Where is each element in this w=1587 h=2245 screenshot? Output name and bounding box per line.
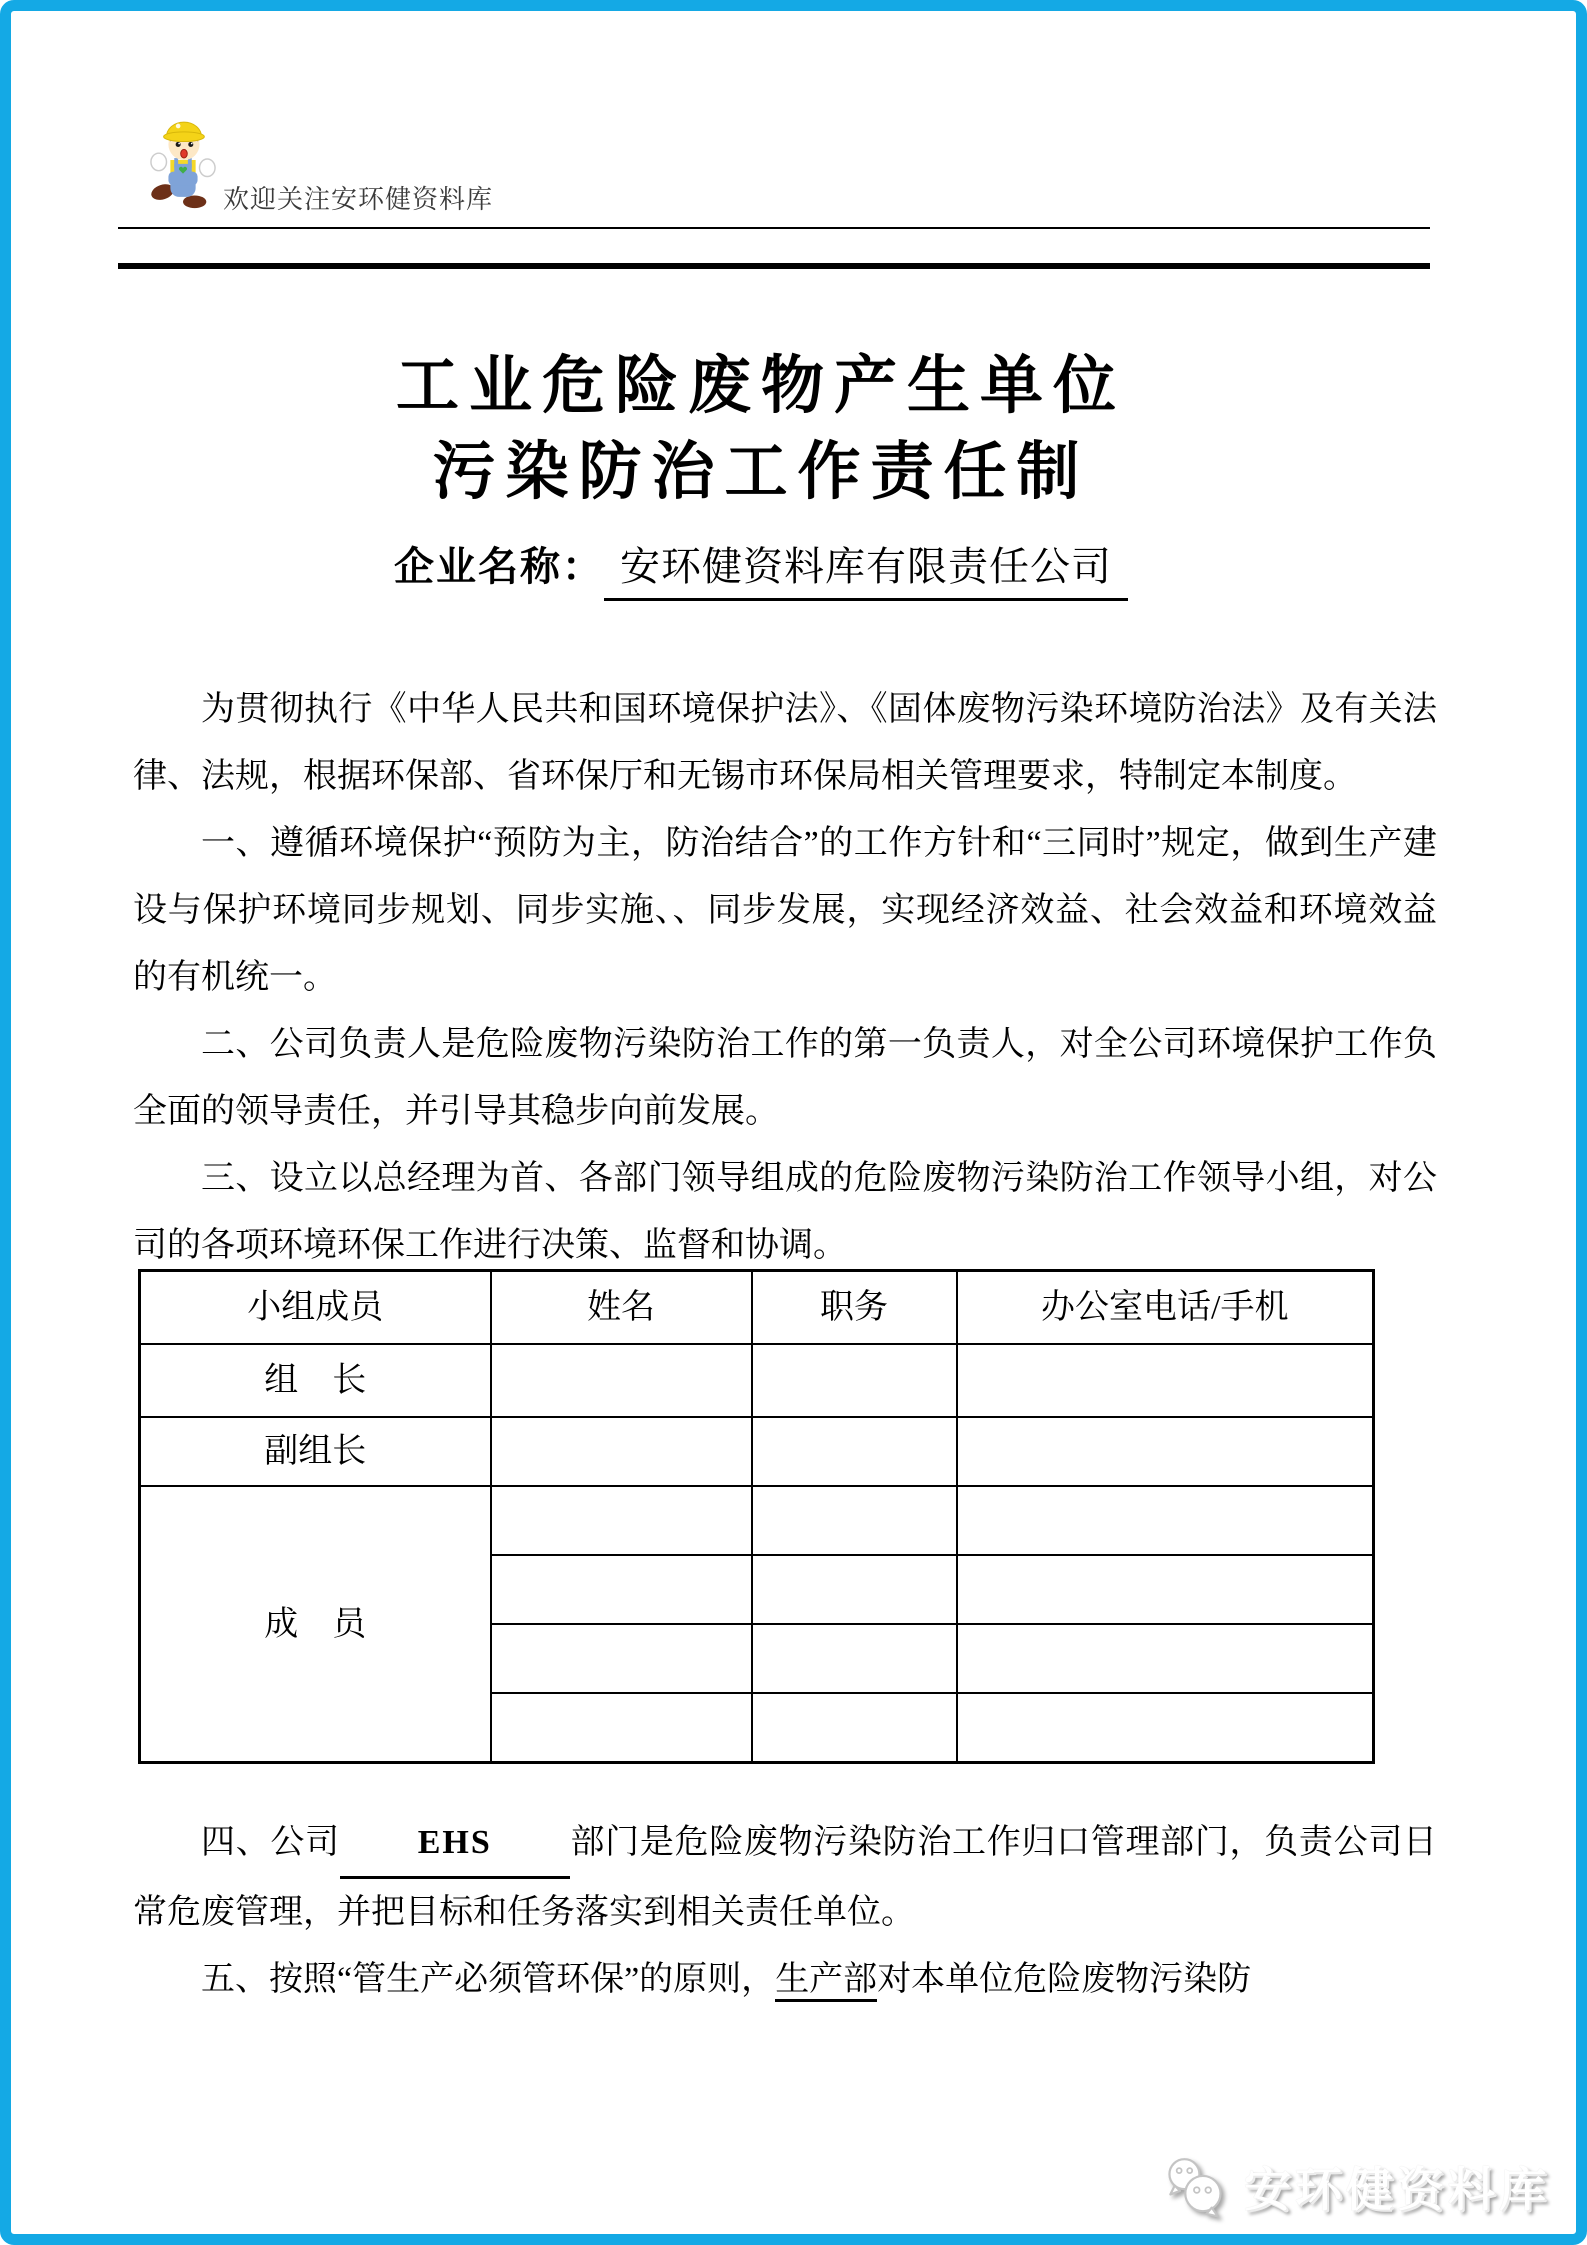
document-title [11,343,1511,515]
paragraph-item4 [133,1809,1437,1946]
table-cell-empty [752,1344,957,1417]
table-header-name: 姓名 [491,1271,752,1345]
header-banner-text: 欢迎关注安环健资料库 [223,185,494,214]
item5-prefix-text: 五、按照“管生产必须管环保”的原则， [201,1961,776,1998]
table-header-group-member: 小组成员 [140,1271,491,1345]
header-divider-thick [118,263,1430,269]
table-cell-empty [491,1693,752,1763]
paragraph-item2: 二、公司负责人是危险废物污染防治工作的第一负责人，对全公司环境保护工作负全面的领导责任，并引导其稳步向前发展。 [133,1026,1437,1130]
paragraph-item3: 三、设立以总经理为首、各部门领导组成的危险废物污染防治工作领导小组，对公司的各项环境环保工作进行决策、监督和协调。 [133,1160,1437,1264]
item5-suffix-text: 对本单位危险废物污染防 [877,1961,1252,1998]
table-cell-empty [957,1693,1374,1763]
table-cell-empty [957,1624,1374,1693]
paragraph-intro: 为贯彻执行《中华人民共和国环境保护法》、《固体废物污染环境防治法》及有关法律、法规，根据环保部、省环保厅和无锡市环保局相关管理要求，特制定本制度。 [133,691,1437,795]
title-line-2: 污染防治工作责任制 [432,437,1090,507]
item4-prefix-text: 四、公司 [201,1824,340,1861]
company-name-value: 安环健资料库有限责任公司 [604,535,1128,601]
paragraph-item1: 一、遵循环境保护“预防为主，防治结合”的工作方针和“三同时”规定，做到生产建设与保护环境同步规划、同步实施、、同步发展，实现经济效益、社会效益和环境效益的有机统一。 [133,825,1437,996]
title-line-1: 工业危险废物产生单位 [396,351,1126,421]
paragraph-item5 [133,1946,1437,2013]
table-cell-empty [491,1486,752,1555]
table-cell-empty [957,1417,1374,1486]
table-row-member-label: 成 员 [140,1486,491,1763]
table-cell-empty [752,1555,957,1624]
table-cell-empty [752,1417,957,1486]
document-body [133,676,1437,2013]
table-cell-empty [752,1624,957,1693]
table-row-leader [140,1344,1374,1417]
table-row-deputy [140,1417,1374,1486]
table-header-position: 职务 [752,1271,957,1345]
table-cell-empty [491,1555,752,1624]
worker-mascot-icon [149,111,217,209]
table-cell-empty [491,1624,752,1693]
production-dept-underlined: 生产部 [775,1961,877,2002]
table-row-leader-label: 组 长 [140,1344,491,1417]
header-divider-thin [118,227,1430,229]
table-header-phone: 办公室电话/手机 [957,1271,1374,1345]
footer-watermark-text: 安环健资料库 [1244,2163,1550,2216]
table-header-row [140,1271,1374,1345]
table-cell-empty [491,1417,752,1486]
item4-suffix-text: 部门是危险废物污染防治工作归口管理部门，负责公司日常危废管理，并把目标和任务落实到相关责任单位。 [133,1824,1438,1931]
company-name-line [11,535,1511,601]
table-cell-empty [752,1693,957,1763]
table-cell-empty [957,1486,1374,1555]
wechat-icon [1158,2153,1232,2220]
department-blank-field: EHS [340,1809,570,1879]
footer-watermark [1158,2153,1550,2220]
table-row-deputy-label: 副组长 [140,1417,491,1486]
table-cell-empty [957,1555,1374,1624]
table-row-member-1 [140,1486,1374,1555]
table-cell-empty [752,1486,957,1555]
table-cell-empty [491,1344,752,1417]
leadership-group-table [138,1269,1375,1764]
company-name-label: 企业名称： [394,544,604,589]
table-cell-empty [957,1344,1374,1417]
